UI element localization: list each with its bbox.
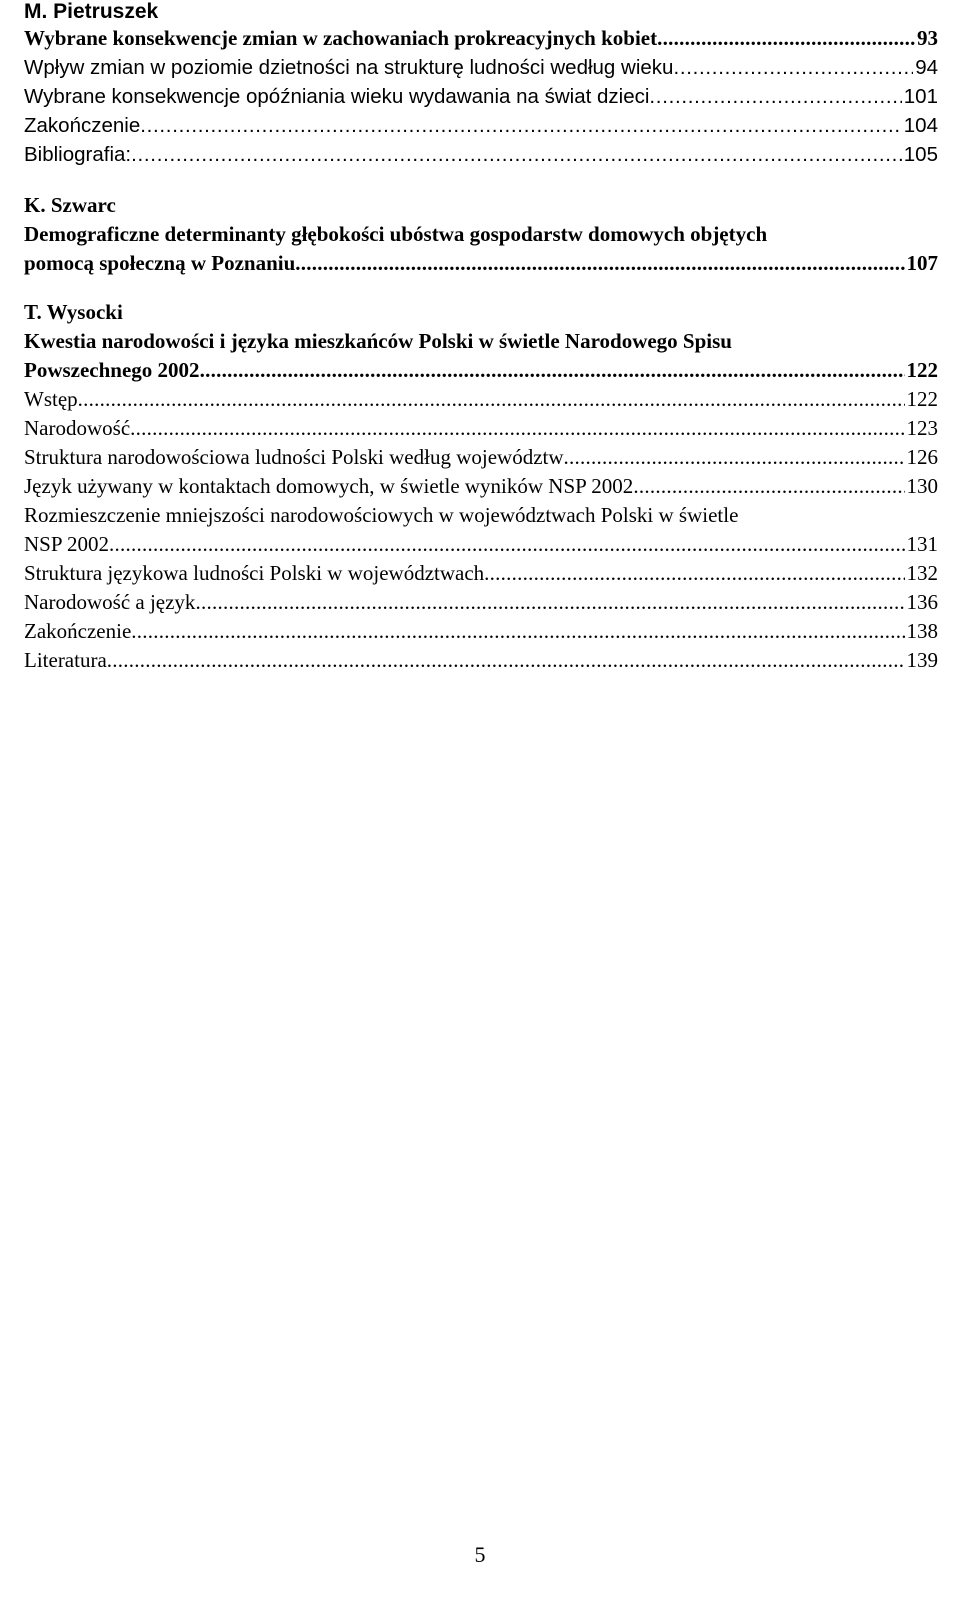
page-ref: 104 [903, 114, 938, 137]
page-ref: 107 [906, 251, 938, 275]
entry-label: Struktura językowa ludności Polski w województwach [24, 561, 485, 585]
entry-label: Zakończenie [24, 114, 141, 137]
entry-label: Wybrane konsekwencje opóźniania wieku wydawania na świat dzieci [24, 85, 650, 108]
dot-leader [295, 249, 904, 278]
entry-label: Literatura [24, 648, 107, 672]
toc-entry-line[interactable]: Rozmieszczenie mniejszości narodowościowych w województwach Polski w świetle [24, 503, 739, 527]
dot-leader [657, 24, 915, 53]
dot-leader [131, 617, 904, 646]
entry-label: Zakończenie [24, 619, 132, 643]
toc-entry[interactable] [24, 588, 938, 617]
page-number: 5 [474, 1542, 486, 1567]
page-ref: 122 [906, 358, 938, 382]
entry-label: Struktura narodowościowa ludności Polski według województw [24, 445, 564, 469]
toc-entry[interactable] [24, 646, 938, 675]
toc-entry-title[interactable] [24, 249, 938, 278]
dot-leader [109, 530, 905, 559]
dot-leader [107, 646, 905, 675]
page-ref: 130 [906, 474, 938, 498]
toc-entry[interactable] [24, 385, 938, 414]
entry-label: Bibliografia: [24, 143, 132, 166]
dot-leader [564, 443, 905, 472]
dot-leader [130, 414, 904, 443]
author-name: T. Wysocki [24, 300, 123, 324]
entry-title: Powszechnego 2002 [24, 358, 200, 382]
table-of-contents [24, 0, 938, 675]
dot-leader [200, 356, 905, 385]
toc-entry[interactable] [24, 414, 938, 443]
dot-leader [633, 472, 904, 501]
dot-leader [673, 53, 913, 82]
entry-label: Wstęp [24, 387, 78, 411]
page-ref: 94 [915, 56, 938, 79]
entry-title-line[interactable]: Demograficzne determinanty głębokości ubóstwa gospodarstw domowych objętych [24, 222, 768, 246]
page-ref: 126 [906, 445, 938, 469]
toc-entry[interactable] [24, 617, 938, 646]
dot-leader [484, 559, 904, 588]
dot-leader [195, 588, 904, 617]
dot-leader [78, 385, 905, 414]
entry-label: Wpływ zmian w poziomie dzietności na strukturę ludności według wieku [24, 56, 674, 79]
page-ref: 136 [906, 590, 938, 614]
entry-label: Język używany w kontaktach domowych, w świetle wyników NSP 2002 [24, 474, 634, 498]
toc-entry[interactable] [24, 140, 938, 169]
toc-entry[interactable] [24, 82, 938, 111]
toc-entry-title[interactable] [24, 356, 938, 385]
toc-entry-title[interactable] [24, 24, 938, 53]
entry-title: pomocą społeczną w Poznaniu [24, 251, 296, 275]
page-ref: 105 [903, 143, 938, 166]
page-ref: 101 [903, 85, 938, 108]
entry-label: Narodowość a język [24, 590, 196, 614]
page-ref: 122 [906, 387, 938, 411]
dot-leader [140, 111, 902, 140]
page-ref: 139 [906, 648, 938, 672]
entry-label: Narodowość [24, 416, 131, 440]
page-ref: 93 [917, 26, 938, 50]
toc-entry[interactable] [24, 472, 938, 501]
page-ref: 123 [906, 416, 938, 440]
author-name: M. Pietruszek [24, 0, 159, 23]
dot-leader [131, 140, 902, 169]
entry-title: Wybrane konsekwencje zmian w zachowaniach prokreacyjnych kobiet [24, 26, 658, 50]
toc-entry[interactable] [24, 559, 938, 588]
toc-entry[interactable] [24, 53, 938, 82]
page-ref: 132 [906, 561, 938, 585]
toc-entry[interactable] [24, 530, 938, 559]
entry-label: NSP 2002 [24, 532, 109, 556]
author-name: K. Szwarc [24, 193, 116, 217]
entry-title-line[interactable]: Kwestia narodowości i języka mieszkańców Polski w świetle Narodowego Spisu [24, 329, 732, 353]
toc-entry[interactable] [24, 443, 938, 472]
dot-leader [649, 82, 901, 111]
page-ref: 138 [906, 619, 938, 643]
toc-entry[interactable] [24, 111, 938, 140]
page-ref: 131 [906, 532, 938, 556]
